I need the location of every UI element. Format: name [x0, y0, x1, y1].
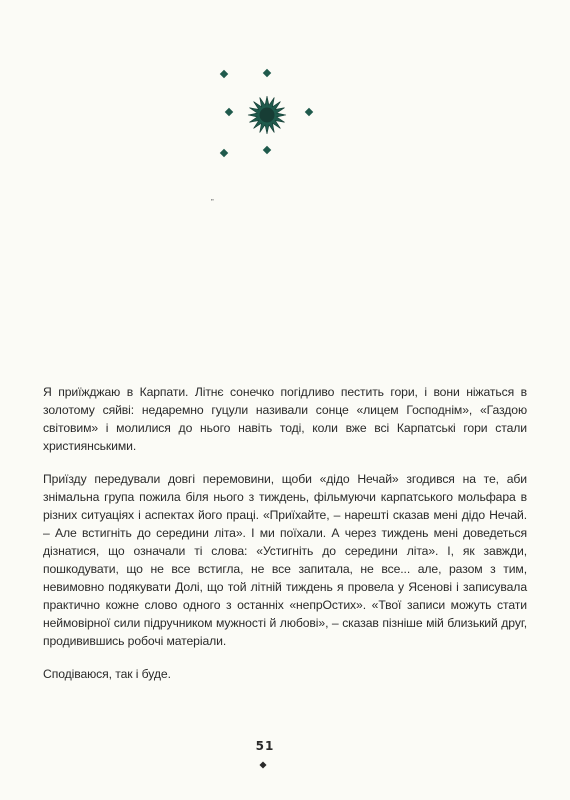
paragraph-3: Сподіваюся, так і буде.	[43, 667, 171, 681]
text-body	[43, 383, 527, 698]
diamond-icon	[263, 146, 271, 154]
diamond-icon	[259, 761, 267, 769]
diamond-icon	[220, 149, 228, 157]
paragraph-2: Приїзду передували довгі перемовини, щоби «дідо Нечай» згодився на те, аби знімальна група пожила біля нього з тиждень, фільмуючи карпатського мольфара в різних ситуаціях і аспектах його праці. «Приїхайте, – нарешті сказав мені дідо Нечай. – Але встигніть до середини літа». І ми поїхали. А через тиждень мені доведеться дізнатися, що означали ті слова: «Устигніть до середини літа». І, як завжди, пошкодувати, що не все встигла, не все запитала, не все... але, разом з тим, невимовно подякувати Долі, що той літній тиждень я провела у Ясенові і записувала практично кожне слово одного з останніх «непрОстих». «Твої записи можуть стати неймовірної сили підручником мужності й любові», – сказав пізніше мій близький друг, продивившись робочі матеріали.	[43, 472, 527, 648]
diamond-icon	[263, 69, 271, 77]
stray-mark: ”	[211, 198, 214, 207]
sun-star-icon	[248, 96, 286, 134]
sun-ornament	[207, 60, 327, 170]
paragraph-1: Я приїжджаю в Карпати. Літнє сонечко погідливо пестить гори, і вони ніжаться в золотому сяйві: недаремно гуцули називали сонце «лицем Господнім», «Газдою світовим» і молилися до нього навіть тоді, коли вже всі Карпатські гори стали християнськими.	[43, 385, 527, 453]
diamond-icon	[305, 108, 313, 116]
diamond-icon	[225, 108, 233, 116]
page-number: 51	[255, 739, 275, 753]
diamond-icon	[220, 70, 228, 78]
